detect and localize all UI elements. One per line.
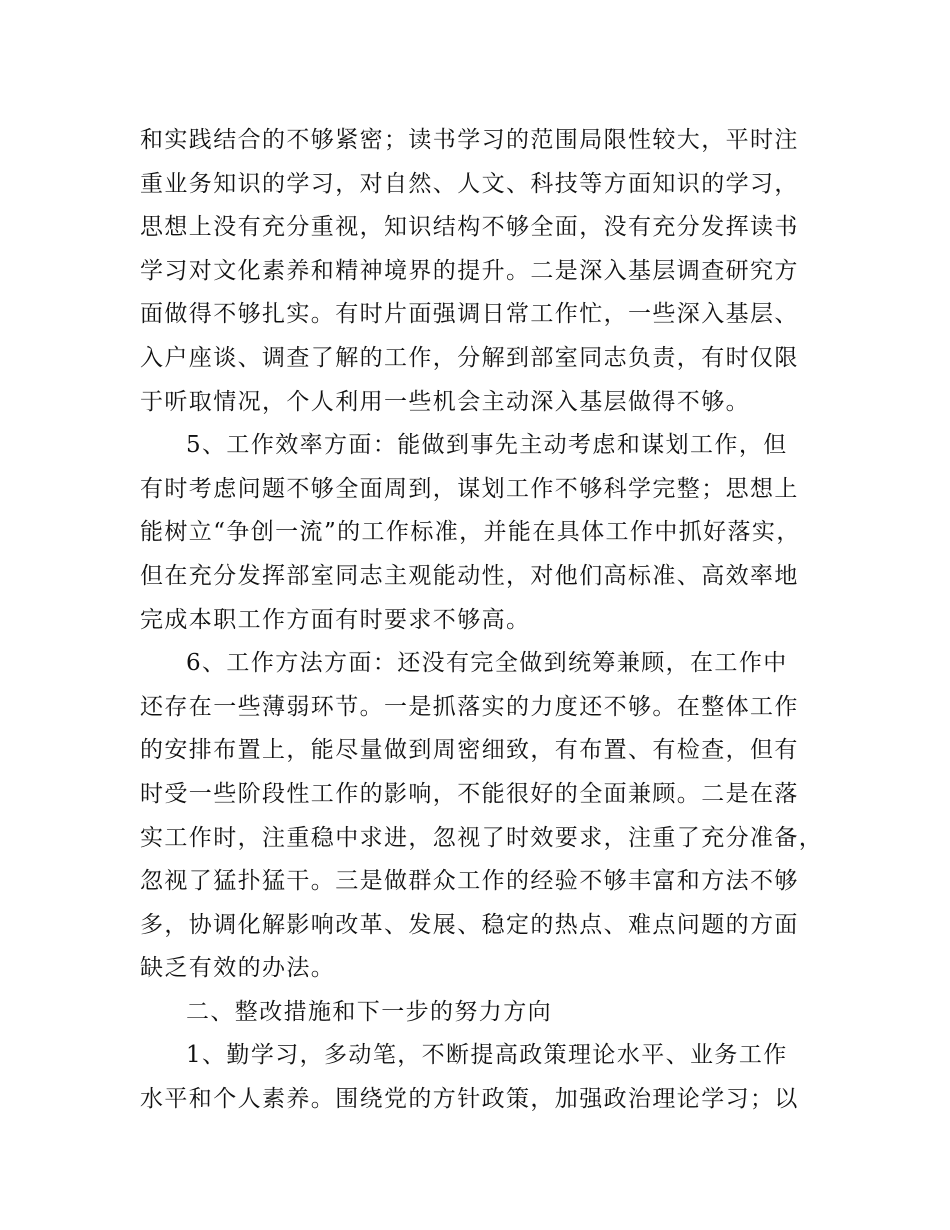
text-line: 面做得不够扎实。有时片面强调日常工作忙，一些深入基层、 — [140, 301, 799, 328]
text-line: 但在充分发挥部室同志主观能动性，对他们高标准、高效率地 — [140, 562, 799, 589]
text-line: 时受一些阶段性工作的影响，不能很好的全面兼顾。二是在落 — [140, 780, 799, 807]
text-line: 的安排布置上，能尽量做到周密细致，有布置、有检查，但有 — [140, 737, 799, 764]
section-heading: 二、整改措施和下一步的努力方向 — [186, 998, 552, 1025]
text-line: 实工作时，注重稳中求进，忽视了时效要求，注重了充分准备， — [140, 824, 824, 851]
text-line: 还存在一些薄弱环节。一是抓落实的力度还不够。在整体工作 — [140, 693, 799, 720]
text-line: 思想上没有充分重视，知识结构不够全面，没有充分发挥读书 — [140, 214, 799, 241]
text-line: 多，协调化解影响改革、发展、稳定的热点、难点问题的方面 — [140, 911, 799, 938]
document-body — [140, 119, 824, 1122]
text-line: 能树立“争创一流”的工作标准，并能在具体工作中抓好落实， — [140, 519, 801, 546]
paragraph-start-line: 5、工作效率方面：能做到事先主动考虑和谋划工作，但 — [186, 432, 788, 459]
text-line: 重业务知识的学习，对自然、人文、科技等方面知识的学习， — [140, 170, 799, 197]
text-line: 有时考虑问题不够全面周到，谋划工作不够科学完整；思想上 — [140, 475, 799, 502]
text-line: 于听取情况，个人利用一些机会主动深入基层做得不够。 — [140, 388, 750, 415]
text-line: 完成本职工作方面有时要求不够高。 — [140, 606, 531, 633]
text-line: 学习对文化素养和精神境界的提升。二是深入基层调查研究方 — [140, 257, 799, 284]
text-line: 忽视了猛扑猛干。三是做群众工作的经验不够丰富和方法不够 — [140, 868, 799, 895]
text-line: 缺乏有效的办法。 — [140, 955, 336, 982]
text-line: 水平和个人素养。围绕党的方针政策，加强政治理论学习；以 — [140, 1086, 799, 1113]
text-line: 和实践结合的不够紧密；读书学习的范围局限性较大，平时注 — [140, 127, 799, 153]
paragraph-start-line: 6、工作方法方面：还没有完全做到统筹兼顾，在工作中 — [186, 650, 788, 677]
paragraph-start-line: 1、勤学习，多动笔，不断提高政策理论水平、业务工作 — [186, 1042, 788, 1069]
text-line: 入户座谈、调查了解的工作，分解到部室同志负责，有时仅限 — [140, 344, 799, 371]
